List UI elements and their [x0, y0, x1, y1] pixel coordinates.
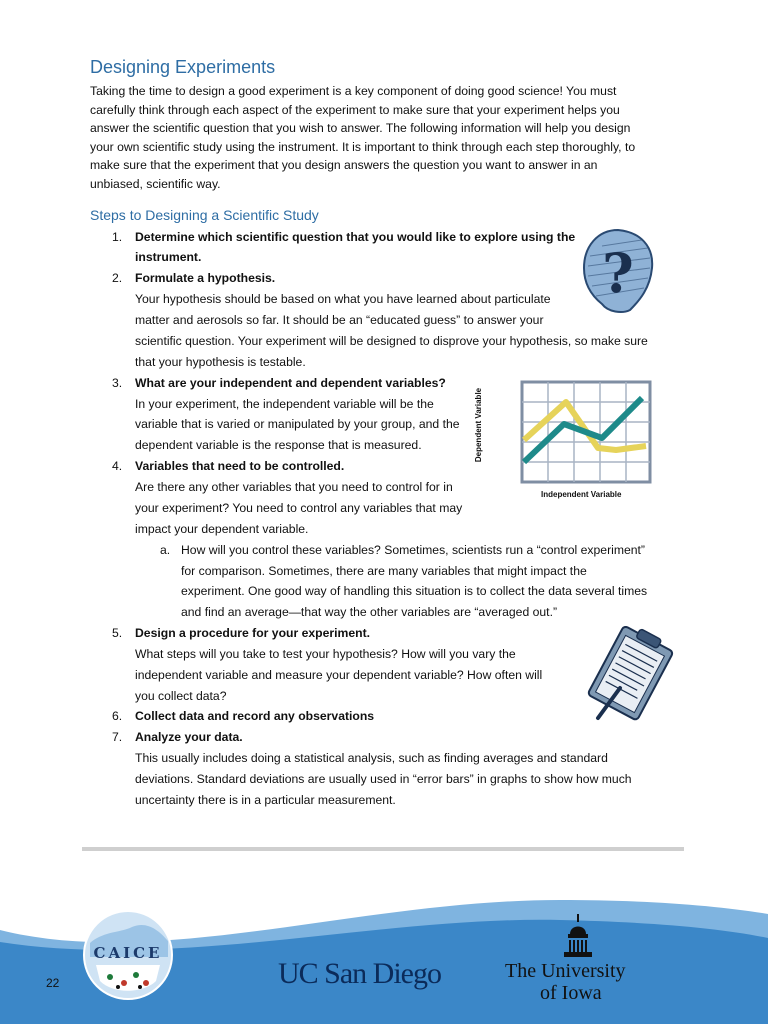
- intro-line: carefully think through each aspect of the experiment to make sure that your experiment helps you: [90, 102, 620, 117]
- footer-divider: [82, 847, 684, 851]
- section-subheading: Steps to Designing a Scientific Study: [90, 207, 319, 223]
- page-number: 22: [46, 976, 60, 990]
- iowa-logo-line1: The University: [505, 960, 626, 982]
- step-title: Collect data and record any observations: [135, 709, 375, 723]
- sub-item-text: and find an average—that way the other variables are “averaged out.”: [181, 605, 558, 619]
- intro-line: unbiased, scientific way.: [90, 176, 221, 191]
- sub-item-text: for comparison. Sometimes, there are many variables that might impact the: [181, 564, 587, 578]
- step-text: uncertainty there is in a particular measurement.: [135, 793, 396, 807]
- step-title: Analyze your data.: [135, 730, 243, 744]
- step-number: 3.: [112, 376, 123, 390]
- question-mark-icon: [578, 226, 658, 316]
- graph-y-axis-label: Dependent Variable: [474, 387, 483, 463]
- intro-line: make sure that the experiment that you design answers the question you want to answer in an: [90, 158, 598, 173]
- step-title: Determine which scientific question that you would like to explore using the: [135, 230, 576, 244]
- step-number: 6.: [112, 709, 123, 723]
- step-text: that your hypothesis is testable.: [135, 355, 306, 369]
- step-title: Variables that need to be controlled.: [135, 459, 345, 473]
- step-title: instrument.: [135, 250, 202, 264]
- step-text: This usually includes doing a statistical analysis, such as finding averages and standard: [135, 751, 608, 765]
- step-title: Formulate a hypothesis.: [135, 271, 276, 285]
- step-number: 7.: [112, 730, 123, 744]
- intro-line: answer the scientific question that you wish to answer. The following information will help you design: [90, 121, 631, 136]
- caice-logo-text: CAICE: [93, 944, 163, 962]
- capitol-building-icon: [562, 914, 594, 958]
- step-text: What steps will you take to test your hypothesis? How will you vary the: [135, 647, 516, 661]
- step-text: deviations. Standard deviations are usually used in “error bars” in graphs to show how much: [135, 772, 632, 786]
- step-text: Are there any other variables that you need to control for in: [135, 480, 453, 494]
- step-title: Design a procedure for your experiment.: [135, 626, 371, 640]
- iowa-logo-line2: of Iowa: [540, 982, 602, 1004]
- step-number: 4.: [112, 459, 123, 473]
- step-text: dependent variable is the response that is measured.: [135, 438, 422, 452]
- step-title: What are your independent and dependent variables?: [135, 376, 446, 390]
- page-heading: Designing Experiments: [90, 57, 276, 77]
- ucsd-logo: UC San Diego: [278, 957, 441, 990]
- intro-paragraph: [90, 82, 678, 194]
- svg-text:?: ?: [602, 241, 634, 305]
- sub-item-text: experiment. One good way of handling this situation is to collect the data several times: [181, 584, 648, 598]
- step-text: your experiment? You need to control any variables that may: [135, 501, 463, 515]
- sub-item-text: How will you control these variables? Sometimes, scientists run a “control experiment”: [181, 543, 645, 557]
- intro-line: Taking the time to design a good experiment is a key component of doing good science! You must: [90, 84, 617, 98]
- sub-item-letter: a.: [160, 543, 171, 557]
- step-number: 1.: [112, 230, 123, 244]
- intro-line: your own scientific study using the instrument. It is important to think through each step thoroughly, to: [90, 139, 636, 154]
- step-text: impact your dependent variable.: [135, 522, 309, 536]
- graph-x-axis-label: Independent Variable: [541, 490, 622, 499]
- step-number: 5.: [112, 626, 123, 640]
- step-text: scientific question. Your experiment will be designed to disprove your hypothesis, so make sure: [135, 334, 648, 348]
- step-text: independent variable and measure your dependent variable? How often will: [135, 668, 543, 682]
- step-text: variable that is varied or manipulated by your group, and the: [135, 417, 460, 431]
- step-text: Your hypothesis should be based on what you have learned about particulate: [135, 292, 551, 306]
- clipboard-icon: [580, 626, 680, 722]
- step-text: you collect data?: [135, 689, 227, 703]
- step-text: In your experiment, the independent variable will be the: [135, 397, 434, 411]
- step-text: matter and aerosols so far. It should be an “educated guess” to answer your: [135, 313, 544, 327]
- step-number: 2.: [112, 271, 123, 285]
- line-graph-image: [518, 378, 654, 488]
